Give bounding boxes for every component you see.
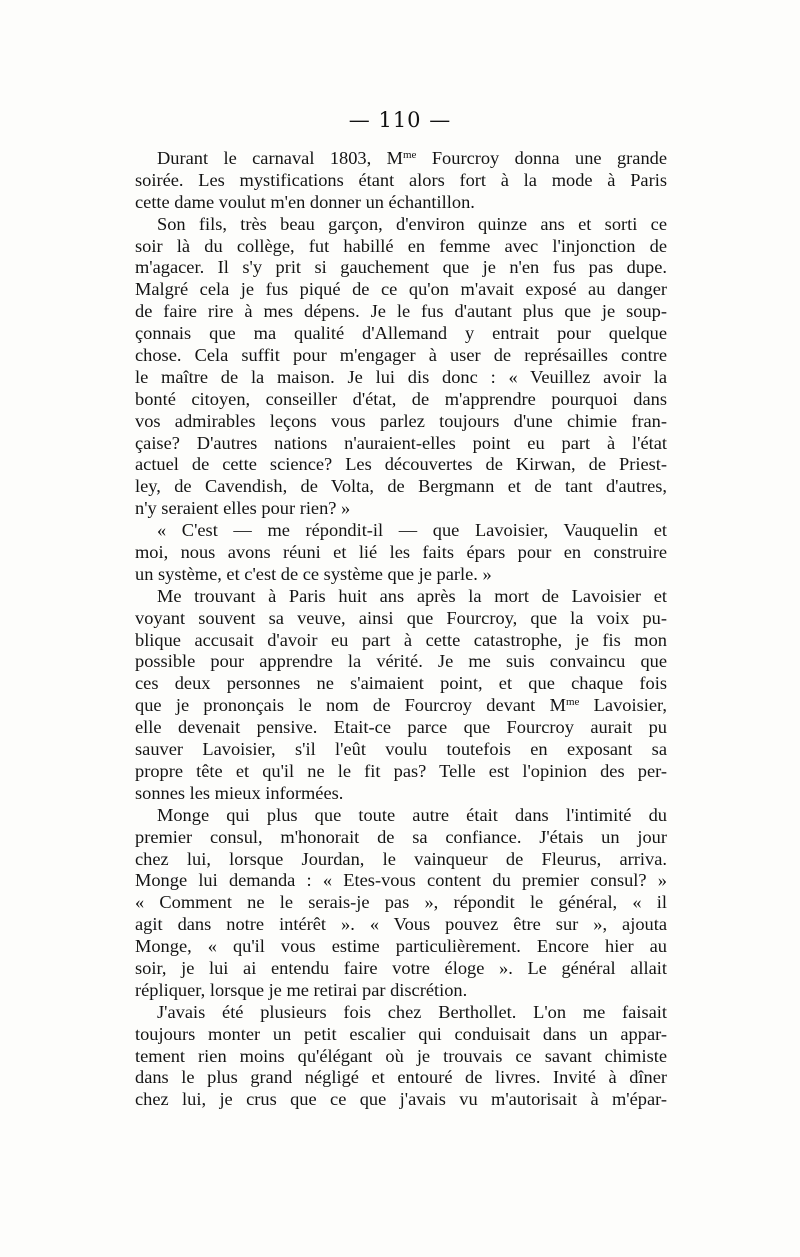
text-line: ley, de Cavendish, de Volta, de Bergmann et de tant d'autres,	[135, 476, 667, 497]
text-line: J'avais été plusieurs fois chez Berthollet. L'on me faisait	[157, 1001, 667, 1022]
body-text	[135, 148, 667, 1111]
text-line: Son fils, très beau garçon, d'environ quinze ans et sorti ce	[157, 213, 667, 234]
text-line: elle devenait pensive. Etait-ce parce que Fourcroy aurait pu	[135, 717, 667, 738]
text-line: de faire rire à mes dépens. Je le fus d'autant plus que je soup-	[135, 301, 667, 322]
text-line: Monge qui plus que toute autre était dans l'intimité du	[157, 804, 667, 825]
text-line: Me trouvant à Paris huit ans après la mort de Lavoisier et	[157, 585, 667, 606]
text-line: dans le plus grand négligé et entouré de livres. Invité à dîner	[135, 1067, 667, 1088]
text-line: que je prononçais le nom de Fourcroy devant $M^{me}$ Lavoisier,	[135, 695, 667, 716]
text-line: toujours monter un petit escalier qui conduisait dans un appar-	[135, 1023, 667, 1044]
text-line: sonnes les mieux informées.	[135, 782, 344, 803]
text-line: ces deux personnes ne s'aimaient point, et que chaque fois	[135, 673, 667, 694]
text-line: çonnais que ma qualité d'Allemand y entrait pour quelque	[135, 323, 667, 344]
text-line: çaise? D'autres nations n'auraient-elles point eu part à l'état	[135, 432, 667, 453]
text-line: blique accusait d'avoir eu part à cette catastrophe, je fis mon	[135, 629, 667, 650]
text-line: n'y seraient elles pour rien? »	[135, 498, 351, 519]
text-line: bonté citoyen, conseiller d'état, de m'apprendre pourquoi dans	[135, 388, 667, 409]
text-line: Malgré cela je fus piqué de ce qu'on m'avait exposé au danger	[135, 279, 667, 300]
text-line: soirée. Les mystifications étant alors fort à la mode à Paris	[135, 169, 667, 190]
text-line: « Comment ne le serais-je pas », répondit le général, « il	[135, 892, 667, 913]
text-line: soir là du collège, fut habillé en femme avec l'injonction de	[135, 235, 667, 256]
text-line: cette dame voulut m'en donner un échantillon.	[135, 191, 475, 212]
text-line: chez lui, lorsque Jourdan, le vainqueur de Fleurus, arriva.	[135, 848, 667, 869]
text-line: voyant souvent sa veuve, ainsi que Fourcroy, que la voix pu-	[135, 607, 667, 628]
text-line: tement rien moins qu'élégant où je trouvais ce savant chimiste	[135, 1045, 667, 1066]
text-line: premier consul, m'honorait de sa confiance. J'étais un jour	[135, 826, 667, 847]
text-line: vos admirables leçons vous parlez toujours d'une chimie fran-	[135, 410, 667, 431]
text-line: Monge, « qu'il vous estime particulièrement. Encore hier au	[135, 936, 667, 957]
text-line: chose. Cela suffit pour m'engager à user de représailles contre	[135, 345, 667, 366]
text-line: « C'est — me répondit-il — que Lavoisier, Vauquelin et	[157, 520, 667, 541]
text-line: sauver Lavoisier, s'il l'eût voulu toutefois en exposant sa	[135, 739, 667, 760]
text-line: un système, et c'est de ce système que je parle. »	[135, 563, 492, 584]
text-line: soir, je lui ai entendu faire votre éloge ». Le général allait	[135, 957, 667, 978]
text-line: possible pour apprendre la vérité. Je me suis convaincu que	[135, 651, 667, 672]
text-line: moi, nous avons réuni et lié les faits épars pour en construire	[135, 542, 667, 563]
text-line: le maître de la maison. Je lui dis donc : « Veuillez avoir la	[135, 366, 667, 387]
text-line: actuel de cette science? Les découvertes de Kirwan, de Priest-	[135, 454, 667, 475]
text-line: m'agacer. Il s'y prit si gauchement que je n'en fus pas dupe.	[135, 257, 667, 278]
text-line: agit dans notre intérêt ». « Vous pouvez être sur », ajouta	[135, 914, 667, 935]
text-line: répliquer, lorsque je me retirai par discrétion.	[135, 979, 468, 1000]
text-line: Monge lui demanda : « Etes-vous content du premier consul? »	[135, 870, 667, 891]
text-line: propre tête et qu'il ne le fit pas? Telle est l'opinion des per-	[135, 760, 667, 781]
text-line: chez lui, je crus que ce que j'avais vu m'autorisait à m'épar-	[135, 1089, 667, 1110]
page-number: — 110 —	[348, 108, 452, 132]
text-line: Durant le carnaval 1803, $M^{me}$ Fourcroy donna une grande	[157, 148, 667, 168]
